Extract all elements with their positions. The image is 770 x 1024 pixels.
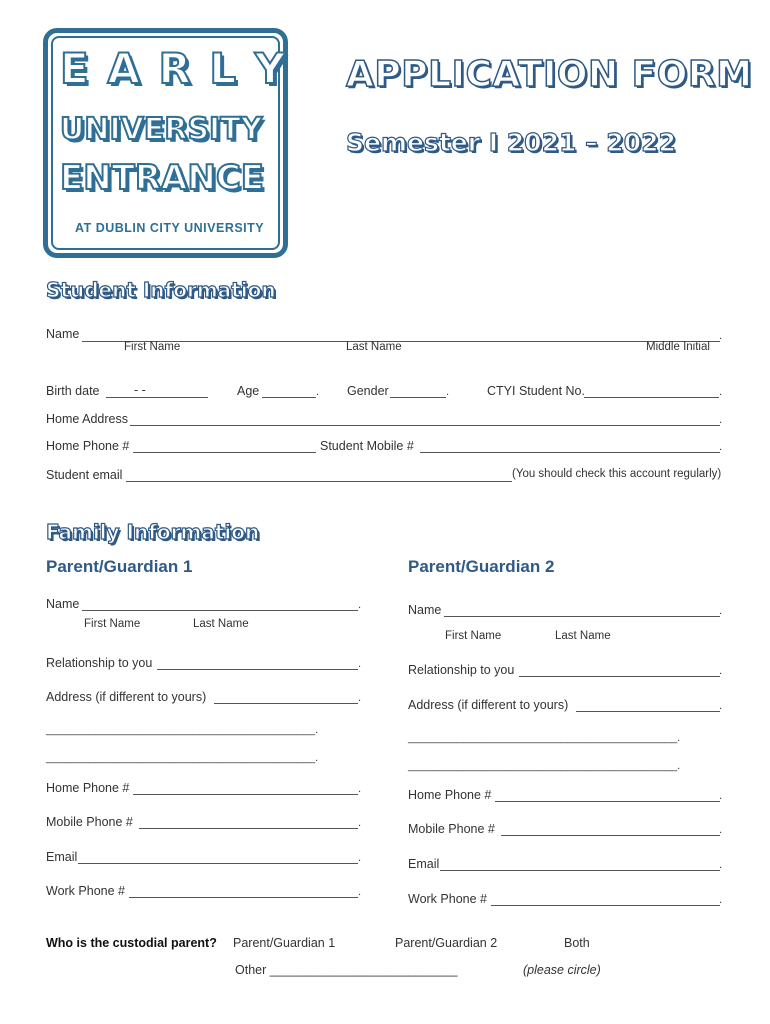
home-address-field[interactable] <box>130 425 720 426</box>
pg1-address-line-2[interactable]: ____________________________________________. <box>46 724 319 736</box>
student-mobile-label: Student Mobile # <box>320 439 414 453</box>
pg1-name-label: Name <box>46 597 80 611</box>
pg1-mobile-phone-label: Mobile Phone # <box>46 815 133 829</box>
family-section-title: Family Information <box>46 520 260 544</box>
pg2-first-name-caption: First Name <box>445 630 502 642</box>
pg2-address-field[interactable] <box>576 711 720 712</box>
pg2-name-field[interactable] <box>444 616 720 617</box>
student-section-title: Student Information <box>46 278 276 302</box>
logo-university: UNIVERSITY <box>60 112 263 147</box>
ctyi-field[interactable] <box>584 397 719 398</box>
custodial-other-field[interactable]: Other ___________________________ <box>235 963 458 977</box>
logo-subtitle: AT DUBLIN CITY UNIVERSITY <box>75 221 265 235</box>
pg2-work-phone-field[interactable] <box>491 905 720 906</box>
pg1-home-phone-field[interactable] <box>133 794 358 795</box>
ctyi-label: CTYI Student No. <box>487 384 585 398</box>
pg1-relationship-label: Relationship to you <box>46 656 153 670</box>
birth-date-separators: - - <box>134 383 146 397</box>
logo-entrance: ENTRANCE <box>60 158 264 198</box>
custodial-option-both[interactable]: Both <box>564 936 590 950</box>
pg1-title: Parent/Guardian 1 <box>46 557 193 576</box>
pg2-relationship-label: Relationship to you <box>408 663 515 677</box>
pg2-email-label: Email <box>408 857 440 871</box>
pg1-work-phone-field[interactable] <box>129 897 358 898</box>
birth-date-label: Birth date <box>46 384 100 398</box>
pg1-email-field[interactable] <box>78 863 358 864</box>
age-field[interactable] <box>262 397 316 398</box>
pg1-work-phone-label: Work Phone # <box>46 884 125 898</box>
home-address-label: Home Address <box>46 412 128 426</box>
pg1-mobile-phone-field[interactable] <box>139 828 358 829</box>
pg1-address-line-3[interactable]: ____________________________________________. <box>46 752 319 764</box>
pg2-home-phone-field[interactable] <box>495 801 720 802</box>
pg2-title: Parent/Guardian 2 <box>408 557 555 576</box>
pg1-address-field[interactable] <box>214 703 358 704</box>
pg2-mobile-phone-label: Mobile Phone # <box>408 822 495 836</box>
email-note: (You should check this account regularly) <box>512 468 722 480</box>
student-email-field[interactable] <box>126 481 512 482</box>
pg2-relationship-field[interactable] <box>519 676 720 677</box>
please-circle-note: (please circle) <box>523 963 601 977</box>
custodial-option-pg1[interactable]: Parent/Guardian 1 <box>233 936 336 950</box>
logo-early: E A R L Y <box>60 44 288 93</box>
pg1-address-label: Address (if different to yours) <box>46 690 207 704</box>
last-name-caption: Last Name <box>346 341 402 353</box>
pg1-last-name-caption: Last Name <box>193 618 249 630</box>
pg1-home-phone-label: Home Phone # <box>46 781 130 795</box>
pg2-name-label: Name <box>408 603 442 617</box>
pg2-address-line-2[interactable]: ____________________________________________. <box>408 732 681 744</box>
custodial-question: Who is the custodial parent? <box>46 936 217 950</box>
birth-date-field[interactable] <box>106 397 208 398</box>
pg2-email-field[interactable] <box>440 870 720 871</box>
age-label: Age <box>237 384 260 398</box>
gender-label: Gender <box>347 384 389 398</box>
custodial-option-pg2[interactable]: Parent/Guardian 2 <box>395 936 498 950</box>
pg2-last-name-caption: Last Name <box>555 630 611 642</box>
student-name-label: Name <box>46 327 80 341</box>
pg2-address-line-3[interactable]: ____________________________________________. <box>408 760 681 772</box>
pg1-first-name-caption: First Name <box>84 618 141 630</box>
home-phone-label: Home Phone # <box>46 439 130 453</box>
pg1-email-label: Email <box>46 850 78 864</box>
page-title: APPLICATION FORM <box>346 54 753 95</box>
pg1-name-field[interactable] <box>82 610 358 611</box>
pg2-work-phone-label: Work Phone # <box>408 892 487 906</box>
semester-title: Semester I 2021 – 2022 <box>346 128 676 157</box>
pg2-home-phone-label: Home Phone # <box>408 788 492 802</box>
pg2-mobile-phone-field[interactable] <box>501 835 720 836</box>
home-phone-field[interactable] <box>133 452 316 453</box>
first-name-caption: First Name <box>124 341 181 353</box>
student-mobile-field[interactable] <box>420 452 720 453</box>
student-email-label: Student email <box>46 468 123 482</box>
pg2-address-label: Address (if different to yours) <box>408 698 569 712</box>
pg1-relationship-field[interactable] <box>157 669 358 670</box>
middle-initial-caption: Middle Initial <box>646 341 710 353</box>
gender-field[interactable] <box>390 397 446 398</box>
